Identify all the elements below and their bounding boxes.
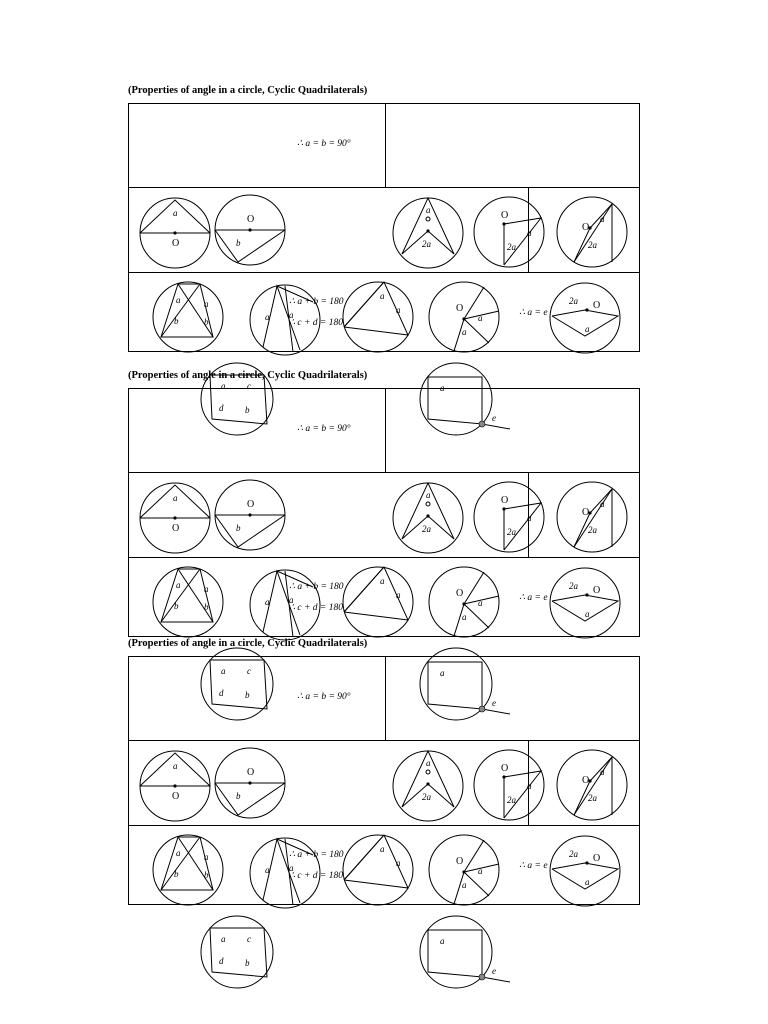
opposite-angles-ab-statement: ∴ a + b = 180 — [289, 850, 344, 860]
angle-label: b — [236, 791, 241, 801]
centre-label: O — [501, 763, 509, 774]
centre-angle-figure-2 — [474, 750, 544, 820]
worksheet-sheet-2 — [0, 370, 768, 708]
angle-label: 2a — [588, 240, 597, 250]
angle-label: c — [247, 934, 251, 944]
centre-label: O — [582, 507, 590, 518]
sheet-title: (Properties of angle in a circle, Cyclic Quadrilaterals) — [128, 370, 368, 381]
angle-label: a — [176, 580, 181, 590]
centre-label: O — [172, 791, 180, 802]
angle-label: a — [600, 499, 605, 509]
opposite-angles-cd-statement: ∴ c + d = 180 — [289, 871, 343, 881]
semicircle-statement: ∴ a = b = 90° — [297, 424, 351, 434]
same-segment-figure-1 — [153, 282, 223, 352]
sheet-figures — [0, 638, 768, 976]
angle-label: a — [289, 863, 294, 873]
angle-label: 2a — [507, 795, 516, 805]
angle-label: b — [245, 958, 250, 968]
angle-label: a — [462, 327, 467, 337]
angle-label: a — [173, 493, 178, 503]
angle-label: a — [585, 877, 590, 887]
angle-label: b — [174, 601, 179, 611]
angle-label: a — [289, 595, 294, 605]
angle-label: d — [219, 688, 224, 698]
angle-label: a — [176, 848, 181, 858]
opposite-angles-ab-statement: ∴ a + b = 180 — [289, 297, 344, 307]
equal-chords-figure — [429, 567, 499, 637]
angle-label: a — [478, 598, 483, 608]
centre-label: O — [172, 523, 180, 534]
angle-label: a — [221, 666, 226, 676]
angle-label: b — [245, 690, 250, 700]
angle-label: a — [176, 295, 181, 305]
angle-label: a — [600, 214, 605, 224]
centre-angle-figure-1 — [393, 751, 463, 821]
sheet-title: (Properties of angle in a circle, Cyclic Quadrilaterals) — [128, 638, 368, 649]
exterior-angle-statement: ∴ a = e — [519, 861, 548, 871]
angle-label: a — [585, 609, 590, 619]
angle-label: b — [204, 317, 209, 327]
semicircle-triangle-figure — [215, 195, 285, 265]
angle-label: d — [219, 956, 224, 966]
angle-label: 2a — [588, 525, 597, 535]
reflex-centre-figure — [550, 568, 620, 638]
angle-label: a — [478, 866, 483, 876]
centre-label: O — [456, 303, 464, 314]
angle-label: a — [426, 205, 431, 215]
opposite-angles-ab-statement: ∴ a + b = 180 — [289, 582, 344, 592]
centre-angle-figure-1 — [393, 198, 463, 268]
same-segment-figure-1 — [153, 835, 223, 905]
angle-label: b — [174, 316, 179, 326]
angle-label: a — [204, 584, 209, 594]
semicircle-triangle-figure — [215, 480, 285, 550]
angle-label: 2a — [422, 524, 431, 534]
angle-label: a — [585, 324, 590, 334]
angle-label: 2a — [422, 239, 431, 249]
angle-label: a — [462, 612, 467, 622]
angle-label: a — [204, 852, 209, 862]
angle-label: 2a — [507, 527, 516, 537]
equal-chords-figure — [429, 282, 499, 352]
centre-angle-figure-3 — [557, 750, 627, 820]
angle-label: a — [462, 880, 467, 890]
angle-label: a — [265, 312, 270, 322]
angle-label: a — [204, 299, 209, 309]
angle-label: b — [174, 869, 179, 879]
sheet-title: (Properties of angle in a circle, Cyclic Quadrilaterals) — [128, 85, 368, 96]
angle-label: a — [265, 597, 270, 607]
centre-label: O — [501, 495, 509, 506]
centre-label: O — [247, 767, 255, 778]
semicircle-diameter-figure — [140, 198, 210, 268]
angle-label: b — [204, 602, 209, 612]
angle-label: a — [221, 381, 226, 391]
angle-label: a — [265, 865, 270, 875]
same-segment-figure-2 — [250, 570, 320, 640]
opposite-angles-cd-statement: ∴ c + d = 180 — [289, 603, 343, 613]
angle-label: 2a — [507, 242, 516, 252]
alternate-segment-figure — [343, 282, 413, 352]
alternate-segment-figure — [343, 835, 413, 905]
cyclic-quadrilateral-figure — [201, 916, 273, 988]
equal-chords-figure — [429, 835, 499, 905]
centre-angle-figure-3 — [557, 482, 627, 552]
angle-label: a — [221, 934, 226, 944]
angle-label: a — [426, 490, 431, 500]
angle-label: a — [396, 305, 401, 315]
centre-label: O — [247, 214, 255, 225]
alternate-segment-figure — [343, 567, 413, 637]
reflex-centre-figure — [550, 283, 620, 353]
centre-label: O — [172, 238, 180, 249]
angle-label: c — [247, 381, 251, 391]
opposite-angles-cd-statement: ∴ c + d = 180 — [289, 318, 343, 328]
semicircle-diameter-figure — [140, 751, 210, 821]
semicircle-statement: ∴ a = b = 90° — [297, 692, 351, 702]
angle-label: c — [247, 666, 251, 676]
centre-label: O — [501, 210, 509, 221]
centre-angle-figure-3 — [557, 197, 627, 267]
angle-label: a — [173, 761, 178, 771]
centre-angle-figure-1 — [393, 483, 463, 553]
centre-label: O — [582, 775, 590, 786]
angle-label: a — [600, 767, 605, 777]
semicircle-triangle-figure — [215, 748, 285, 818]
angle-label: a — [527, 781, 532, 791]
exterior-angle-figure — [420, 916, 510, 988]
centre-label: O — [456, 588, 464, 599]
worksheet-sheet-3 — [0, 638, 768, 976]
angle-label: a — [440, 668, 445, 678]
angle-label: 2a — [569, 849, 578, 859]
semicircle-diameter-figure — [140, 483, 210, 553]
semicircle-statement: ∴ a = b = 90° — [297, 139, 351, 149]
angle-label: a — [380, 844, 385, 854]
reflex-centre-figure — [550, 836, 620, 906]
angle-label: b — [236, 523, 241, 533]
centre-angle-figure-2 — [474, 482, 544, 552]
angle-label: 2a — [422, 792, 431, 802]
centre-label: O — [456, 856, 464, 867]
angle-label: 2a — [569, 296, 578, 306]
angle-label: e — [492, 698, 496, 708]
angle-label: a — [289, 310, 294, 320]
centre-label: O — [247, 499, 255, 510]
same-segment-figure-1 — [153, 567, 223, 637]
worksheet-sheet-1 — [0, 85, 768, 423]
angle-label: b — [204, 870, 209, 880]
angle-label: e — [492, 413, 496, 423]
exterior-angle-statement: ∴ a = e — [519, 593, 548, 603]
angle-label: a — [440, 936, 445, 946]
angle-label: 2a — [569, 581, 578, 591]
angle-label: a — [440, 383, 445, 393]
angle-label: a — [527, 513, 532, 523]
angle-label: b — [245, 405, 250, 415]
centre-label: O — [593, 300, 601, 311]
angle-label: a — [426, 758, 431, 768]
angle-label: a — [396, 858, 401, 868]
same-segment-figure-2 — [250, 285, 320, 355]
angle-label: e — [492, 966, 496, 976]
exterior-angle-statement: ∴ a = e — [519, 308, 548, 318]
angle-label: a — [527, 228, 532, 238]
centre-label: O — [593, 585, 601, 596]
centre-angle-figure-2 — [474, 197, 544, 267]
centre-label: O — [593, 853, 601, 864]
angle-label: 2a — [588, 793, 597, 803]
angle-label: d — [219, 403, 224, 413]
angle-label: a — [380, 291, 385, 301]
angle-label: a — [173, 208, 178, 218]
same-segment-figure-2 — [250, 838, 320, 908]
angle-label: a — [396, 590, 401, 600]
angle-label: a — [478, 313, 483, 323]
angle-label: a — [380, 576, 385, 586]
angle-label: b — [236, 238, 241, 248]
centre-label: O — [582, 222, 590, 233]
